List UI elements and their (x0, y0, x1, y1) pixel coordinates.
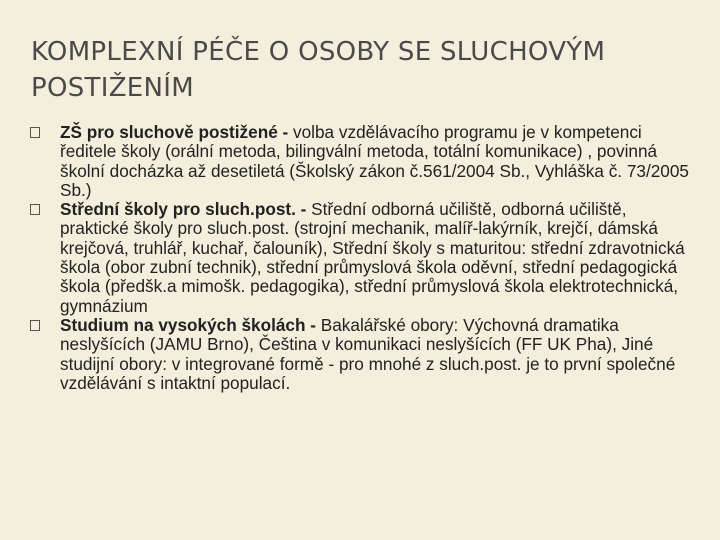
bullet-square-icon (30, 204, 40, 215)
bullet-lead: ZŠ pro sluchově postižené - (60, 122, 294, 142)
bullet-item-vysoke-skoly (30, 316, 698, 393)
slide-title (31, 34, 691, 106)
slide-title-line-1: KOMPLEXNÍ PÉČE O OSOBY SE SLUCHOVÝM (31, 37, 606, 67)
bullet-lead: Střední školy pro sluch.post. - (60, 199, 312, 220)
slide-title-line-2: POSTIŽENÍM (31, 73, 194, 103)
bullet-item-zs (30, 123, 698, 200)
bullet-item-stredni-skoly (30, 200, 698, 316)
bullet-list (30, 123, 698, 393)
bullet-lead: Studium na vysokých školách - (60, 314, 321, 335)
bullet-square-icon (30, 320, 40, 331)
bullet-text: volba vzdělávacího programu je v kompetenci ředitele školy (orální metoda, bilingvální metoda, totální komunikace) , povinná školní docházka až desetiletá (Školský zákon č.561/2004 Sb., Vyhláška č. 73/2005 Sb.) (60, 122, 689, 200)
bullet-text: Střední odborná učiliště, odborná učiliště, praktické školy pro sluch.post. (strojní mechanik, malíř-lakýrník, krejčí, dámská krejčová, truhlář, kuchař, čalouník), Střední školy s maturitou: střední zdravotnická škola (obor zubní technik), střední průmyslová škola oděvní, střední pedagogická škola (předšk.a mimošk. pedagogika), střední průmyslová škola elektrotechnická, gymnázium (60, 199, 685, 316)
bullet-text: Bakalářské obory: Výchovná dramatika neslyšících (JAMU Brno), Čeština v komunikaci neslyšících (FF UK Pha), Jiné studijní obory: v integrované formě - pro mnohé z sluch.post. je to první společné vzdělávání s intaktní populací. (60, 314, 676, 393)
bullet-square-icon (30, 127, 40, 138)
